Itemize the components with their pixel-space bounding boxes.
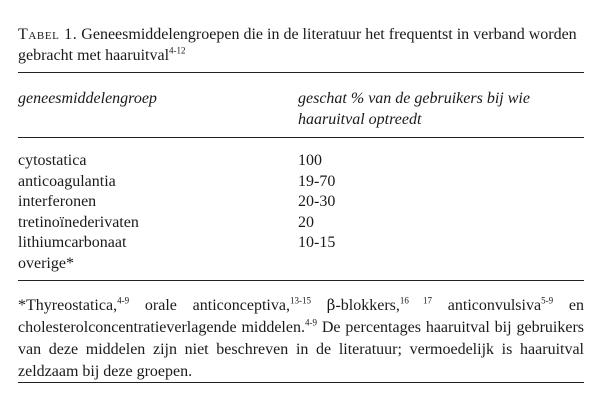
header-percentage: geschat % van de gebruikers bij wie haaruitval optreedt (298, 90, 530, 128)
table-label: Tabel 1. (18, 26, 78, 43)
footnote-text: orale anticonceptiva, (129, 297, 290, 314)
drug-group-cell: tretinoïnederivaten (18, 213, 139, 231)
beta-symbol: β (326, 296, 336, 314)
drug-group-cell: interferonen (18, 193, 97, 211)
table-footnote (18, 294, 584, 383)
footnote-text: en cholesterolconcentratieverlagende middelen. (18, 297, 584, 336)
table-row (18, 213, 584, 234)
footnote-reference: 5-9 (541, 295, 554, 306)
table-row (18, 172, 584, 193)
footnote-reference: 4-9 (117, 295, 130, 306)
table-body (18, 151, 584, 275)
caption-reference: 4-12 (169, 45, 186, 56)
footnote-text: *Thyreostatica, (18, 297, 118, 314)
table-row (18, 254, 584, 275)
percentage-cell (298, 254, 584, 275)
drug-group-cell: cytostatica (18, 152, 87, 169)
footnote-text: De percentages haaruitval bij gebruikers van deze middelen zijn niet beschreven in de literatuur; vermoedelijk is haaruitval zeldzaam bij deze groepen. (18, 319, 584, 380)
header-rule (18, 137, 584, 138)
percentage-cell: 19-70 (298, 172, 336, 190)
body-rule (18, 280, 584, 281)
footnote-reference: 13-15 (289, 295, 311, 306)
caption-text: Geneesmiddelengroepen die in de literatuur het frequentst in verband worden gebracht met haaruitval (18, 26, 577, 64)
percentage-cell: 20 (298, 213, 314, 231)
bottom-rule (18, 382, 584, 383)
footnote-text: -blokkers, (335, 297, 400, 314)
table-row (18, 151, 584, 172)
percentage-cell: 20-30 (298, 193, 336, 211)
top-rule (18, 72, 584, 73)
footnote-reference: 16 17 (399, 295, 432, 306)
footnote-reference: 4-9 (304, 317, 317, 328)
table-row (18, 233, 584, 254)
drug-group-cell: lithiumcarbonaat (18, 234, 127, 252)
footnote-text: anticonvulsiva (431, 297, 542, 314)
drug-group-cell: anticoagulantia (18, 172, 116, 190)
percentage-cell: 100 (298, 152, 322, 169)
percentage-cell: 10-15 (298, 234, 336, 252)
table-row (18, 192, 584, 213)
table-caption (18, 24, 584, 66)
drug-group-cell: overige* (18, 254, 74, 272)
header-drug-group: geneesmiddelengroep (18, 90, 157, 107)
